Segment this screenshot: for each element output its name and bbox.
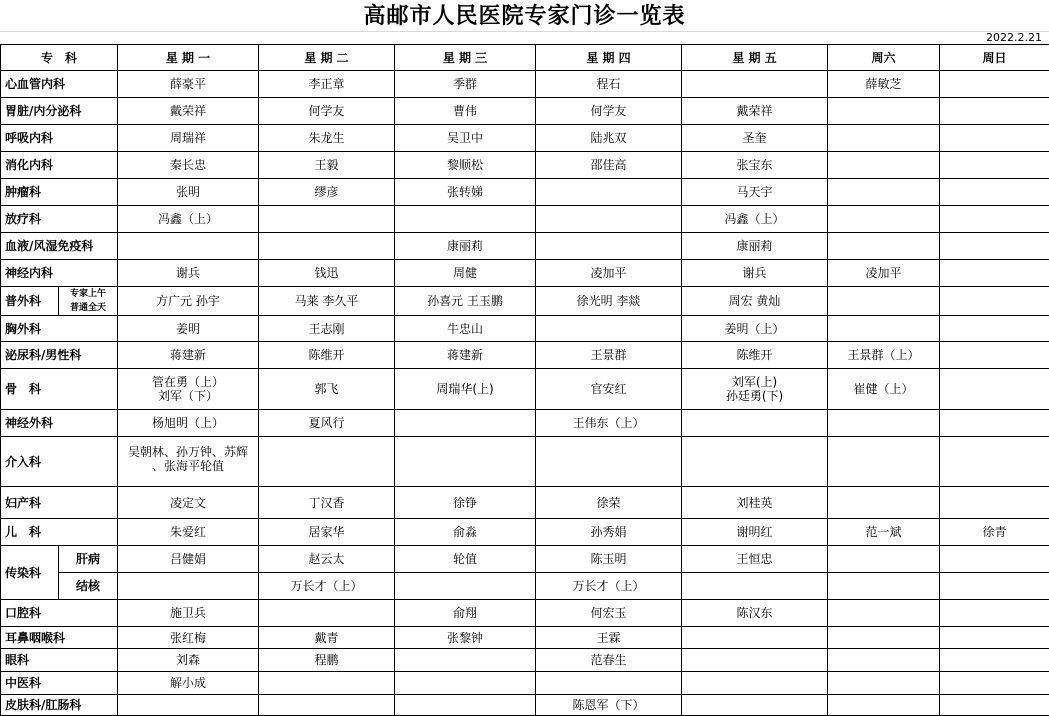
doctor-cell xyxy=(682,672,828,695)
doctor-cell: 周瑞祥 xyxy=(118,125,259,152)
date-label: 2022.2.21 xyxy=(986,31,1042,44)
doctor-cell: 刘森 xyxy=(118,649,259,672)
doctor-cell: 解小成 xyxy=(118,672,259,695)
table-row xyxy=(1,206,1049,233)
dept-cell: 神经内科 xyxy=(1,260,118,287)
doctor-cell xyxy=(940,600,1049,627)
doctor-cell xyxy=(828,627,940,649)
doctor-cell: 王霖 xyxy=(536,627,682,649)
doctor-cell: 马莱 李久平 xyxy=(259,287,395,316)
doctor-line: 吴朝林、孙万钟、苏辉 xyxy=(128,445,249,459)
dept-cell: 放疗科 xyxy=(1,206,118,233)
note-line: 普通全天 xyxy=(70,303,107,313)
doctor-cell: 戴荣祥 xyxy=(682,98,828,125)
doctor-cell: 周健 xyxy=(395,260,536,287)
doctor-cell: 曹伟 xyxy=(395,98,536,125)
doctor-cell xyxy=(828,152,940,179)
doctor-cell: 王景群（上） xyxy=(828,342,940,369)
doctor-cell: 凌加平 xyxy=(536,260,682,287)
doctor-cell xyxy=(395,695,536,716)
doctor-cell: 姜明（上） xyxy=(682,316,828,342)
dept-cell: 骨 科 xyxy=(1,369,118,410)
doctor-cell xyxy=(828,410,940,437)
table-row xyxy=(1,519,1049,546)
doctor-cell xyxy=(828,437,940,487)
table-row xyxy=(1,287,1049,316)
table-row xyxy=(1,369,1049,410)
dept-cell: 消化内科 xyxy=(1,152,118,179)
doctor-cell xyxy=(395,410,536,437)
doctor-cell xyxy=(682,573,828,600)
doctor-line: 刘军(上) xyxy=(731,375,778,389)
doctor-cell xyxy=(682,369,828,410)
doctor-cell: 陈维开 xyxy=(682,342,828,369)
doctor-cell: 缪彦 xyxy=(259,179,395,206)
doctor-cell: 徐铮 xyxy=(395,487,536,519)
doctor-cell xyxy=(395,649,536,672)
page-title: 高邮市人民医院专家门诊一览表 xyxy=(363,3,686,29)
doctor-cell xyxy=(828,546,940,573)
header-fri: 星 期 五 xyxy=(682,45,828,71)
header-thu: 星 期 四 xyxy=(536,45,682,71)
table-row xyxy=(1,260,1049,287)
table-row xyxy=(1,233,1049,260)
doctor-cell xyxy=(682,627,828,649)
doctor-cell: 轮值 xyxy=(395,546,536,573)
doctor-cell: 康丽莉 xyxy=(395,233,536,260)
subdept-cell: 结核 xyxy=(59,573,118,600)
doctor-cell xyxy=(259,600,395,627)
doctor-cell: 谢兵 xyxy=(682,260,828,287)
doctor-cell xyxy=(536,437,682,487)
dept-cell: 耳鼻咽喉科 xyxy=(1,627,118,649)
doctor-cell: 何学友 xyxy=(536,98,682,125)
doctor-cell xyxy=(395,437,536,487)
doctor-cell xyxy=(682,437,828,487)
doctor-cell: 陆兆双 xyxy=(536,125,682,152)
table-row xyxy=(1,125,1049,152)
note-line: 专家上午 xyxy=(70,289,107,299)
doctor-line: 、张海平轮值 xyxy=(152,459,225,473)
dept-cell: 眼科 xyxy=(1,649,118,672)
doctor-cell xyxy=(828,233,940,260)
doctor-cell xyxy=(940,410,1049,437)
doctor-cell: 吴卫中 xyxy=(395,125,536,152)
dept-cell: 心血管内科 xyxy=(1,71,118,98)
doctor-cell: 张宝东 xyxy=(682,152,828,179)
doctor-cell xyxy=(940,342,1049,369)
doctor-cell xyxy=(682,695,828,716)
doctor-cell xyxy=(940,98,1049,125)
doctor-cell: 王景群 xyxy=(536,342,682,369)
doctor-cell: 朱龙生 xyxy=(259,125,395,152)
table-row xyxy=(1,152,1049,179)
doctor-cell: 冯鑫（上） xyxy=(682,206,828,233)
header-mon: 星 期 一 xyxy=(118,45,259,71)
doctor-cell: 陈维开 xyxy=(259,342,395,369)
doctor-cell: 施卫兵 xyxy=(118,600,259,627)
note-cell xyxy=(59,287,118,316)
doctor-cell: 戴青 xyxy=(259,627,395,649)
doctor-cell: 冯鑫（上） xyxy=(118,206,259,233)
doctor-cell: 朱爱红 xyxy=(118,519,259,546)
doctor-cell: 张明 xyxy=(118,179,259,206)
doctor-cell: 姜明 xyxy=(118,316,259,342)
doctor-cell xyxy=(259,695,395,716)
doctor-cell: 凌定文 xyxy=(118,487,259,519)
doctor-cell xyxy=(536,206,682,233)
doctor-cell xyxy=(940,649,1049,672)
doctor-cell: 凌加平 xyxy=(828,260,940,287)
doctor-cell xyxy=(940,573,1049,600)
doctor-cell xyxy=(940,71,1049,98)
doctor-cell xyxy=(940,546,1049,573)
doctor-cell xyxy=(682,649,828,672)
table-row xyxy=(1,98,1049,125)
dept-cell: 口腔科 xyxy=(1,600,118,627)
doctor-cell: 黎顺松 xyxy=(395,152,536,179)
doctor-cell: 陈恩军（下） xyxy=(536,695,682,716)
table-row xyxy=(1,600,1049,627)
doctor-cell: 丁汉香 xyxy=(259,487,395,519)
doctor-cell: 张转娣 xyxy=(395,179,536,206)
header-tue: 星 期 二 xyxy=(259,45,395,71)
doctor-cell: 范春生 xyxy=(536,649,682,672)
doctor-cell: 周宏 黄灿 xyxy=(682,287,828,316)
doctor-cell xyxy=(828,649,940,672)
doctor-cell xyxy=(940,152,1049,179)
dept-cell: 普外科 xyxy=(1,287,59,316)
table-row xyxy=(1,179,1049,206)
doctor-cell xyxy=(828,487,940,519)
table-row xyxy=(1,342,1049,369)
doctor-cell xyxy=(940,627,1049,649)
doctor-cell: 赵云太 xyxy=(259,546,395,573)
table-row xyxy=(1,316,1049,342)
doctor-cell xyxy=(940,672,1049,695)
doctor-cell xyxy=(940,179,1049,206)
doctor-cell: 方广元 孙宇 xyxy=(118,287,259,316)
doctor-cell xyxy=(940,437,1049,487)
doctor-cell xyxy=(940,487,1049,519)
doctor-cell xyxy=(395,672,536,695)
doctor-cell: 季群 xyxy=(395,71,536,98)
doctor-cell xyxy=(259,437,395,487)
doctor-cell xyxy=(940,206,1049,233)
dept-cell: 中医科 xyxy=(1,672,118,695)
doctor-cell: 孙喜元 王玉鹏 xyxy=(395,287,536,316)
doctor-cell: 戴荣祥 xyxy=(118,98,259,125)
doctor-cell xyxy=(828,125,940,152)
doctor-cell xyxy=(259,233,395,260)
doctor-cell: 徐光明 李燚 xyxy=(536,287,682,316)
dept-cell: 泌尿科/男性科 xyxy=(1,342,118,369)
doctor-cell xyxy=(828,206,940,233)
doctor-cell: 王恒忠 xyxy=(682,546,828,573)
table-row xyxy=(1,672,1049,695)
doctor-cell: 李正章 xyxy=(259,71,395,98)
dept-cell: 胃脏/内分泌科 xyxy=(1,98,118,125)
doctor-cell xyxy=(395,206,536,233)
doctor-cell: 万长才（上） xyxy=(259,573,395,600)
doctor-cell: 马天宇 xyxy=(682,179,828,206)
doctor-cell xyxy=(940,695,1049,716)
doctor-cell xyxy=(259,672,395,695)
doctor-cell: 周瑞华(上) xyxy=(395,369,536,410)
doctor-cell xyxy=(118,369,259,410)
doctor-cell: 夏风行 xyxy=(259,410,395,437)
doctor-cell xyxy=(395,573,536,600)
doctor-cell xyxy=(118,573,259,600)
header-wed: 星 期 三 xyxy=(395,45,536,71)
dept-cell: 妇产科 xyxy=(1,487,118,519)
doctor-cell: 徐青 xyxy=(940,519,1049,546)
doctor-cell: 杨旭明（上） xyxy=(118,410,259,437)
table-row xyxy=(1,695,1049,716)
doctor-cell: 何学友 xyxy=(259,98,395,125)
header-sat: 周六 xyxy=(828,45,940,71)
doctor-cell xyxy=(118,695,259,716)
table-row xyxy=(1,410,1049,437)
doctor-cell: 谢兵 xyxy=(118,260,259,287)
dept-cell: 血液/风湿免疫科 xyxy=(1,233,118,260)
dept-cell: 肿瘤科 xyxy=(1,179,118,206)
doctor-cell xyxy=(828,573,940,600)
doctor-cell: 薛敏芝 xyxy=(828,71,940,98)
doctor-line: 孙廷勇(下) xyxy=(725,389,784,403)
doctor-cell: 万长才（上） xyxy=(536,573,682,600)
doctor-cell: 程石 xyxy=(536,71,682,98)
doctor-cell: 王毅 xyxy=(259,152,395,179)
dept-cell: 呼吸内科 xyxy=(1,125,118,152)
doctor-cell xyxy=(828,316,940,342)
dept-cell: 胸外科 xyxy=(1,316,118,342)
dept-cell: 传染科 xyxy=(1,546,59,600)
header-row xyxy=(1,45,1049,71)
doctor-cell: 王志刚 xyxy=(259,316,395,342)
doctor-cell: 程鹏 xyxy=(259,649,395,672)
doctor-cell: 何宏玉 xyxy=(536,600,682,627)
doctor-cell xyxy=(940,369,1049,410)
doctor-cell: 康丽莉 xyxy=(682,233,828,260)
table-row xyxy=(1,487,1049,519)
doctor-cell: 刘桂英 xyxy=(682,487,828,519)
doctor-cell: 牛忠山 xyxy=(395,316,536,342)
doctor-cell: 官安红 xyxy=(536,369,682,410)
doctor-line: 管在勇（上） xyxy=(152,375,225,389)
doctor-cell xyxy=(682,71,828,98)
table-row xyxy=(1,649,1049,672)
doctor-cell: 孙秀娟 xyxy=(536,519,682,546)
table-row xyxy=(1,71,1049,98)
table-row xyxy=(1,546,1049,573)
doctor-line: 刘军（下） xyxy=(158,389,219,403)
doctor-cell: 蒋建新 xyxy=(395,342,536,369)
doctor-cell xyxy=(536,179,682,206)
doctor-cell: 薛豪平 xyxy=(118,71,259,98)
dept-cell: 神经外科 xyxy=(1,410,118,437)
doctor-cell xyxy=(536,672,682,695)
doctor-cell: 徐荣 xyxy=(536,487,682,519)
doctor-cell: 张黎钟 xyxy=(395,627,536,649)
doctor-cell xyxy=(940,287,1049,316)
doctor-cell xyxy=(118,233,259,260)
table-row xyxy=(1,627,1049,649)
doctor-cell: 俞翔 xyxy=(395,600,536,627)
dept-cell: 介入科 xyxy=(1,437,118,487)
table-row xyxy=(1,573,1049,600)
doctor-cell: 秦长忠 xyxy=(118,152,259,179)
doctor-cell: 居家华 xyxy=(259,519,395,546)
doctor-cell: 邵佳高 xyxy=(536,152,682,179)
subdept-cell: 肝病 xyxy=(59,546,118,573)
doctor-cell: 范一斌 xyxy=(828,519,940,546)
doctor-cell: 郭飞 xyxy=(259,369,395,410)
doctor-cell xyxy=(536,233,682,260)
dept-cell: 皮肤科/肛肠科 xyxy=(1,695,118,716)
doctor-cell xyxy=(940,316,1049,342)
header-sun: 周日 xyxy=(940,45,1049,71)
doctor-cell: 蒋建新 xyxy=(118,342,259,369)
doctor-cell xyxy=(940,260,1049,287)
header-dept: 专 科 xyxy=(1,45,118,71)
doctor-cell: 王伟东（上） xyxy=(536,410,682,437)
schedule-table xyxy=(0,44,1049,716)
doctor-cell: 俞淼 xyxy=(395,519,536,546)
doctor-cell xyxy=(828,98,940,125)
doctor-cell: 圣奎 xyxy=(682,125,828,152)
doctor-cell xyxy=(828,695,940,716)
doctor-cell: 陈玉明 xyxy=(536,546,682,573)
doctor-cell xyxy=(828,600,940,627)
doctor-cell xyxy=(828,672,940,695)
doctor-cell xyxy=(118,437,259,487)
doctor-cell: 钱迅 xyxy=(259,260,395,287)
doctor-cell xyxy=(682,410,828,437)
doctor-cell xyxy=(536,316,682,342)
doctor-cell: 崔健（上） xyxy=(828,369,940,410)
doctor-cell: 陈汉东 xyxy=(682,600,828,627)
dept-cell: 儿 科 xyxy=(1,519,118,546)
doctor-cell xyxy=(828,179,940,206)
doctor-cell: 张红梅 xyxy=(118,627,259,649)
doctor-cell xyxy=(940,233,1049,260)
doctor-cell: 吕健娟 xyxy=(118,546,259,573)
doctor-cell: 谢明红 xyxy=(682,519,828,546)
table-row xyxy=(1,437,1049,487)
doctor-cell xyxy=(940,125,1049,152)
doctor-cell xyxy=(259,206,395,233)
doctor-cell xyxy=(828,287,940,316)
